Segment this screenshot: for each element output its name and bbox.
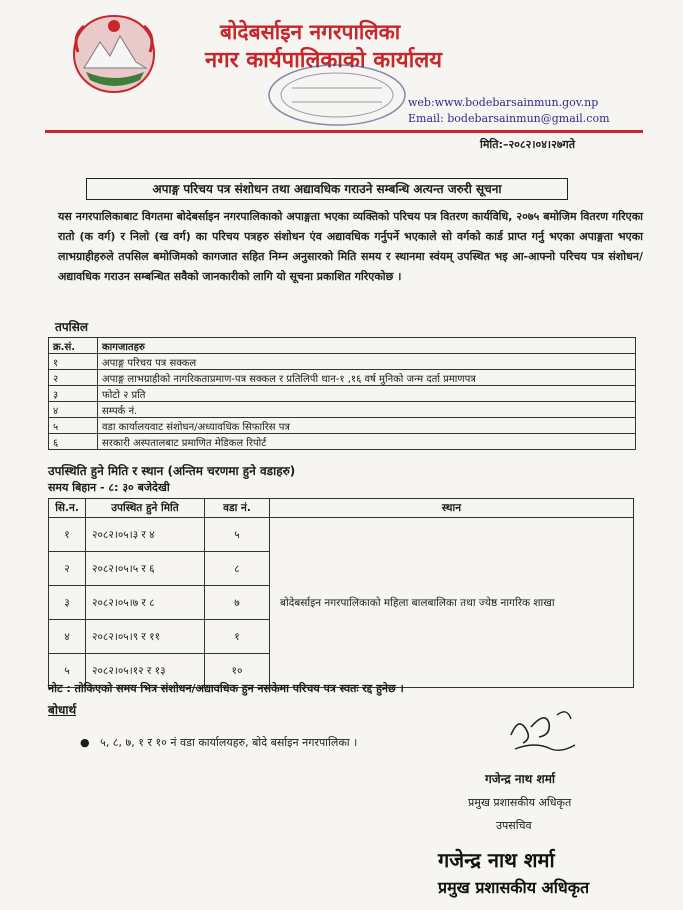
table-row [49, 370, 636, 386]
notice-body: यस नगरपालिकाबाट विगतमा बोदेबर्साइन नगरपालिकाको अपाङ्गता भएका व्यक्तिको परिचय पत्र वितरण कार्यविधि, २०७५ बमोजिम वितरण गरिएका रातो (क वर्ग) र निलो (ख वर्ग) का परिचय पत्रहरु संशोधन एंव अद्यावधिक गर्नुपर्ने भएकाले सो वर्गको कार्ड प्राप्त गर्नु भएका अपाङ्गता भएका लाभग्राहीहरुले तपसिल बमोजिमको कागजात सहित निम्न अनुसारको मिति समय र स्थानमा स्वंयम् उपस्थित भइ आ-आफ्नो परिचय पत्र संशोधन/अद्यावधिक गराउन सम्बन्धित सवैको जानकारीको लागि यो सूचना प्रकाशित गरिएकोछ । [58, 210, 643, 283]
schedule-table [48, 498, 634, 688]
title-stamp: प्रमुख प्रशासकीय अधिकृत [438, 878, 590, 897]
schedule-sn: २ [49, 552, 86, 586]
office-stamp-icon [262, 60, 412, 130]
doc-sn: २ [49, 370, 98, 386]
schedule-ward: ५ [205, 518, 270, 552]
doc-sn: ५ [49, 418, 98, 434]
tapsil-heading: तपसिल [55, 320, 89, 334]
letterhead-divider [45, 130, 643, 133]
letterhead-website: web:www.bodebarsainmun.gov.np [408, 96, 599, 109]
schedule-header-date: उपस्थित हुने मिति [86, 499, 205, 518]
schedule-ward: ८ [205, 552, 270, 586]
bodharth-item-text: ५, ८, ७, १ र १० नं वडा कार्यालयहरु, बोदे बर्साइन नगरपालिका । [100, 736, 358, 749]
dates-heading: उपस्थिति हुने मिति र स्थान (अन्तिम चरणमा हुने वडाहरु) [48, 464, 296, 478]
doc-item: वडा कार्यालयवाट संशोधन/अध्यावधिक सिफारिस पत्र [98, 418, 636, 434]
schedule-header-row [49, 499, 634, 518]
table-row [49, 386, 636, 402]
schedule-date: २०८२।०५।७ र ८ [86, 586, 205, 620]
doc-item: सम्पर्क नं. [98, 402, 636, 418]
documents-header-row [49, 338, 636, 354]
time-heading: समय बिहान - ८: ३० बजेदेखी [48, 481, 170, 494]
signer-rank: उपसचिव [496, 819, 532, 832]
nepal-emblem-icon [66, 12, 162, 96]
doc-item: फोटो २ प्रति [98, 386, 636, 402]
bullet-icon: ● [80, 736, 97, 749]
notice-date: मिति:–२०८२।०४।२७गते [480, 138, 576, 151]
note-text: तोकिएको समय भित्र संशोधन/अद्यावधिक हुन नसकेमा परिचय पत्र स्वतः रद्द हुनेछ । [74, 682, 404, 695]
bodharth-item [80, 735, 357, 750]
schedule-date: २०८२।०५।१२ र १३ [86, 654, 205, 688]
signer-title: प्रमुख प्रशासकीय अधिकृत [468, 796, 572, 809]
schedule-ward: १० [205, 654, 270, 688]
letterhead-office: नगर कार्यपालिकाको कार्यालय [205, 48, 442, 73]
doc-sn: ३ [49, 386, 98, 402]
documents-header-docs: कागजातहरु [98, 338, 636, 354]
doc-item: सरकारी अस्पतालबाट प्रमाणित मेडिकल रिपोर्ट [98, 434, 636, 450]
schedule-sn: ५ [49, 654, 86, 688]
note-label: नोट : [48, 682, 71, 695]
schedule-ward: १ [205, 620, 270, 654]
table-row [49, 418, 636, 434]
schedule-sn: १ [49, 518, 86, 552]
doc-item: अपाङ्ग लाभग्राहीको नागरिकताप्रमाण-पत्र सक्कल र प्रतिलिपी थान-१ ,१६ वर्ष मुनिको जन्म दर्ता प्रमाणपत्र [98, 370, 636, 386]
name-stamp: गजेन्द्र नाथ शर्मा [438, 848, 555, 872]
table-row [49, 518, 634, 552]
table-row [49, 434, 636, 450]
table-row [49, 354, 636, 370]
schedule-date: २०८२।०५।३ र ४ [86, 518, 205, 552]
signer-name: गजेन्द्र नाथ शर्मा [485, 772, 555, 786]
schedule-ward: ७ [205, 586, 270, 620]
schedule-sn: ३ [49, 586, 86, 620]
schedule-header-ward: वडा नं. [205, 499, 270, 518]
note [48, 681, 404, 696]
schedule-header-sn: सि.न. [49, 499, 86, 518]
schedule-date: २०८२।०५।९ र ११ [86, 620, 205, 654]
documents-header-sn: क्र.सं. [49, 338, 98, 354]
schedule-date: २०८२।०५।५ र ६ [86, 552, 205, 586]
documents-table [48, 337, 636, 450]
schedule-header-location: स्थान [270, 499, 634, 518]
doc-sn: ६ [49, 434, 98, 450]
doc-sn: ४ [49, 402, 98, 418]
signature-icon [505, 705, 585, 757]
notice-subject: अपाङ्ग परिचय पत्र संशोधन तथा अद्यावधिक गराउने सम्बन्धि अत्यन्त जरुरी सूचना [86, 178, 568, 200]
schedule-sn: ४ [49, 620, 86, 654]
doc-item: अपाङ्ग परिचय पत्र सक्कल [98, 354, 636, 370]
schedule-location: बोदेबर्साइन नगरपालिकाको महिला बालबालिका तथा ज्येष्ठ नागरिक शाखा [270, 518, 634, 688]
letterhead-email: Email: bodebarsainmun@gmail.com [408, 112, 610, 125]
doc-sn: १ [49, 354, 98, 370]
table-row [49, 402, 636, 418]
letterhead-municipality: बोदेबर्साइन नगरपालिका [220, 20, 401, 44]
bodharth-heading: बोधार्थ [48, 703, 77, 717]
